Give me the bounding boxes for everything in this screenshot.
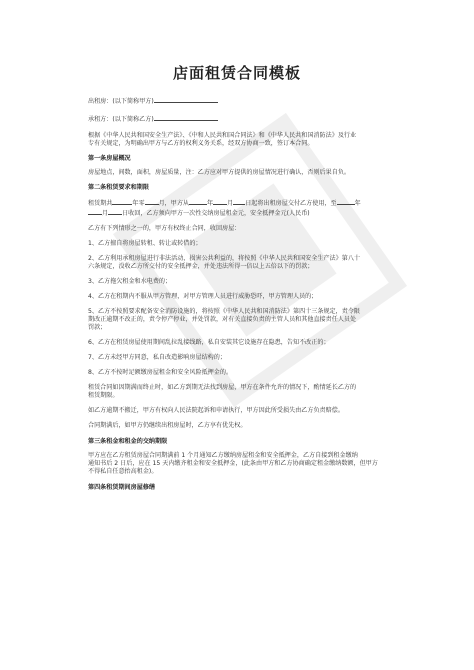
section-4-heading: 第四条租赁期间房屋修缮 — [88, 484, 156, 491]
condition-item-1: 1、乙方擅自将房屋转租、转让或转借的； — [88, 240, 202, 247]
rent-text: 日起将出租房屋交付乙方使用，至 — [245, 200, 337, 207]
blank — [112, 198, 132, 205]
condition-item-8: 8、乙方不按时足额缴房屋租金和安全风险抵押金的。 — [88, 369, 233, 376]
condition-item-7: 7、乙方未经甲方同意，私自改造影响房屋结构的； — [88, 354, 226, 361]
blank — [108, 208, 122, 215]
condition-item-2-cont: 六条规定，没收乙方所交付的安全抵押金，并处违法所得一倍以上五倍以下的罚款； — [88, 263, 314, 270]
condition-item-5-cont: 期改正逾期不改正的，责令停产停业，并处罚款，对有关直接负责的主管人员和其他直接责任人员处 — [88, 316, 357, 323]
blank — [189, 198, 207, 205]
extension-text: 租赁合同如因期满而终止时，如乙方到期无法找到房屋，甲方在条件允许的情况下，酌情延长乙方的 — [88, 384, 357, 391]
document-body — [88, 96, 392, 492]
condition-item-5-cont-2: 罚款； — [88, 324, 107, 331]
rent-text: 年 — [354, 200, 361, 207]
rent-text: 年 — [207, 200, 214, 207]
section-3-text-2: 通知书后 2 日后，应在 15 天内缴齐租金和安全抵押金，(此条由甲方和乙方协商确定租金缴纳数额，但甲方 — [88, 460, 378, 467]
party-b-label: 承租方：(以下简称乙方) — [88, 116, 154, 123]
recover-conditions: 乙方有下列情形之一的，甲方有权终止合同，收回房屋： — [88, 225, 241, 232]
rent-text: 年零 — [132, 200, 145, 207]
blank — [145, 198, 159, 205]
condition-item-5: 5、乙方不按照要求配备安全消防设施的，将按照《中华人民共和国消防法》第四十三条规定，责令限 — [88, 308, 361, 315]
section-2-heading: 第二条租赁要求和期限 — [88, 184, 149, 191]
condition-item-6: 6、乙方在租赁房屋使用期间乱拉乱接线路，私自安装其它设施存在隐患，告知不改正的； — [88, 339, 330, 346]
rent-text: 日收回，乙方须向甲方一次性交纳房屋租金元，安全抵押金元(人民币) — [122, 210, 310, 217]
blank — [233, 198, 245, 205]
rent-text: 月 — [227, 200, 234, 207]
blank — [337, 198, 355, 205]
rent-period-line — [88, 198, 392, 208]
rent-text: 月 — [102, 210, 109, 217]
party-b-blank — [154, 114, 218, 121]
blank — [213, 198, 227, 205]
priority-text: 合同期满后，如甲方仍继续出租房屋时，乙方享有优先权。 — [88, 422, 247, 429]
section-3-text-3: 不得私自任意抬高租金)。 — [88, 468, 158, 475]
extension-text-cont: 租赁期限。 — [88, 392, 119, 399]
condition-list — [88, 240, 392, 377]
condition-item-2: 2、乙方利用承租房屋进行非法活动，损害公共利益的，将按照《中华人民共和国安全生产法》第八十 — [88, 255, 361, 262]
rent-text: 租赁期共 — [88, 200, 113, 207]
blank — [88, 208, 102, 215]
section-1-text: 房屋地点，间数，面积，房屋质量，注：乙方应对甲方提供的房屋情况进行确认，否则后果自负。 — [88, 169, 351, 176]
intro-line-1: 根据《中华人民共和国安全生产法》、《中和人民共和国合同法》和《中华人民共和国消防法》及行业 — [88, 132, 357, 139]
party-a-blank — [154, 96, 218, 103]
party-a-label: 出租房：(以下简称甲方) — [88, 98, 154, 105]
document-title: 店面租赁合同模板 — [172, 64, 301, 82]
party-b-line — [88, 114, 392, 124]
party-a-line — [88, 96, 392, 106]
condition-item-3: 3、乙方拖欠租金和水电费的； — [88, 278, 172, 285]
section-1-heading: 第一条房屋概况 — [88, 155, 131, 162]
intro-line-2: 专有关规定，为明确出甲方与乙方的权利义务关系，经双方协商一致，签订本合同。 — [88, 140, 314, 147]
condition-item-4: 4、乙方在租期内不服从甲方管理，对甲方管理人员进行威胁恐吓，甲方管理人员的； — [88, 293, 318, 300]
rent-payment-line — [88, 208, 392, 218]
overdue-text: 如乙方逾期不搬迁，甲方有权向人民法院起诉和申请执行，甲方因此所受损失由乙方负责赔偿。 — [88, 407, 344, 414]
section-3-heading: 第三条租金和租金的交纳期限 — [88, 438, 168, 445]
section-3-text-1: 甲方应在乙方租赁房屋合同期满前 1 个月通知乙方缴纳房屋租金和安全抵押金，乙方自接到租金缴纳 — [88, 452, 358, 459]
rent-text: 月，甲方从 — [158, 200, 190, 207]
